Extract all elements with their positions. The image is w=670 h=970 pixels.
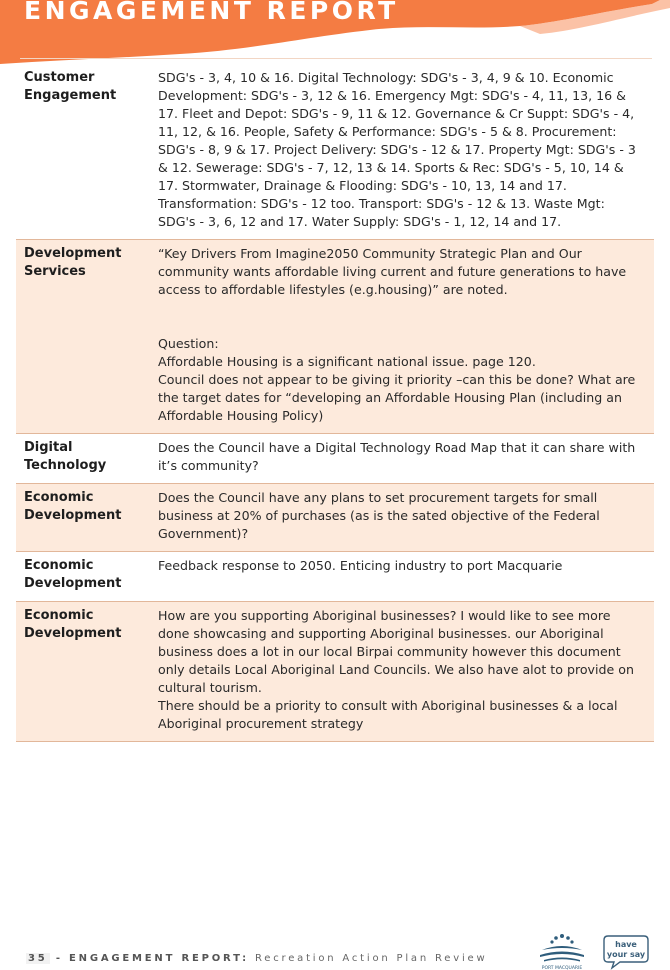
paragraph-gap bbox=[158, 299, 644, 317]
footer-separator: - bbox=[49, 953, 70, 964]
feedback-paragraph: SDG's - 3, 4, 10 & 16. Digital Technology: SDG's - 3, 4, 9 & 10. Economic Development: SDG's - 3, 12 & 16. Emergency Mgt: SDG's - 4, 11, 13, 16 & 17. Fleet and Depot: SDG's - 9, 11 & 12. Governance & Cr Suppt: SDG's - 4, 11, 12, & 16. People, Safety & Performance: SDG's - 5 & 8. Procurement: SDG's - 8, 9 & 17. Project Delivery: SDG's - 12 & 17. Property Mgt: SDG's - 3 & 12. Sewerage: SDG's - 7, 12, 13 & 14. Sports & Rec: SDG's - 5, 10, 14 & 17. Stormwater, Drainage & Flooding: SDG's - 10, 13, 14 and 17. Transformation: SDG's - 12 too. Transport: SDG's - 12 & 13. Waste Mgt: SDG's - 3, 6, 12 and 17. Water Supply: SDG's - 1, 12, 14 and 17. bbox=[158, 70, 640, 229]
feedback-paragraph: Does the Council have any plans to set procurement targets for small business at 20% of purchases (as is the sated objective of the Federal Government)? bbox=[158, 490, 604, 541]
footer-report-label: ENGAGEMENT REPORT: bbox=[69, 953, 249, 964]
row-feedback-text bbox=[158, 602, 654, 741]
footer-report-name: Recreation Action Plan Review bbox=[248, 953, 488, 964]
row-category-label: Digital Technology bbox=[24, 440, 107, 473]
table-row bbox=[16, 434, 654, 484]
hys-text-line1: have bbox=[615, 940, 637, 949]
row-category-label: Customer Engagement bbox=[24, 70, 117, 103]
table-row bbox=[16, 602, 654, 742]
feedback-paragraph: Does the Council have a Digital Technology Road Map that it can share with it’s community? bbox=[158, 440, 640, 473]
table-row bbox=[16, 484, 654, 552]
row-feedback-text bbox=[158, 64, 654, 239]
feedback-table bbox=[16, 64, 654, 742]
hys-text-line2: your say bbox=[606, 950, 646, 959]
feedback-paragraph: Question: Affordable Housing is a significant national issue. page 120. Council does not appear to be giving it priority –can this be done? What are the target dates for “developing an Affordable Housing Plan (including an Affordable Housing Policy) bbox=[158, 336, 636, 423]
row-category-label: Economic Development bbox=[24, 490, 122, 523]
council-logo-text: PORT MACQUARIE bbox=[541, 966, 583, 970]
feedback-paragraph: How are you supporting Aboriginal businesses? I would like to see more done showcasing and supporting Aboriginal businesses. our Aboriginal business does a lot in our local Birpai community however this document only details Local Aboriginal Land Councils. We also have alot to provide on cultural tourism. There should be a priority to consult with Aboriginal businesses & a local Aboriginal procurement strategy bbox=[158, 608, 634, 731]
header-divider bbox=[20, 58, 652, 59]
feedback-paragraph: “Key Drivers From Imagine2050 Community Strategic Plan and Our community wants affordable living current and future generations to have access to affordable lifestyles (e.g.housing)” are noted. bbox=[158, 246, 631, 297]
table-row bbox=[16, 552, 654, 602]
feedback-paragraph: Feedback response to 2050. Enticing industry to port Macquarie bbox=[158, 558, 563, 573]
table-row bbox=[16, 64, 654, 240]
row-category-label: Economic Development bbox=[24, 608, 122, 641]
port-macquarie-hastings-logo-icon bbox=[534, 930, 590, 970]
page-footer bbox=[26, 953, 487, 964]
paragraph-gap bbox=[158, 317, 644, 335]
row-feedback-text bbox=[158, 552, 654, 601]
page-title: ENGAGEMENT REPORT bbox=[24, 0, 399, 25]
page-number: 35 bbox=[28, 953, 48, 964]
row-feedback-text bbox=[158, 484, 654, 551]
row-feedback-text bbox=[158, 240, 654, 433]
row-category-label: Development Services bbox=[24, 246, 122, 279]
row-feedback-text bbox=[158, 434, 654, 483]
have-your-say-logo-icon bbox=[602, 934, 650, 970]
row-category-label: Economic Development bbox=[24, 558, 122, 591]
table-row bbox=[16, 240, 654, 434]
